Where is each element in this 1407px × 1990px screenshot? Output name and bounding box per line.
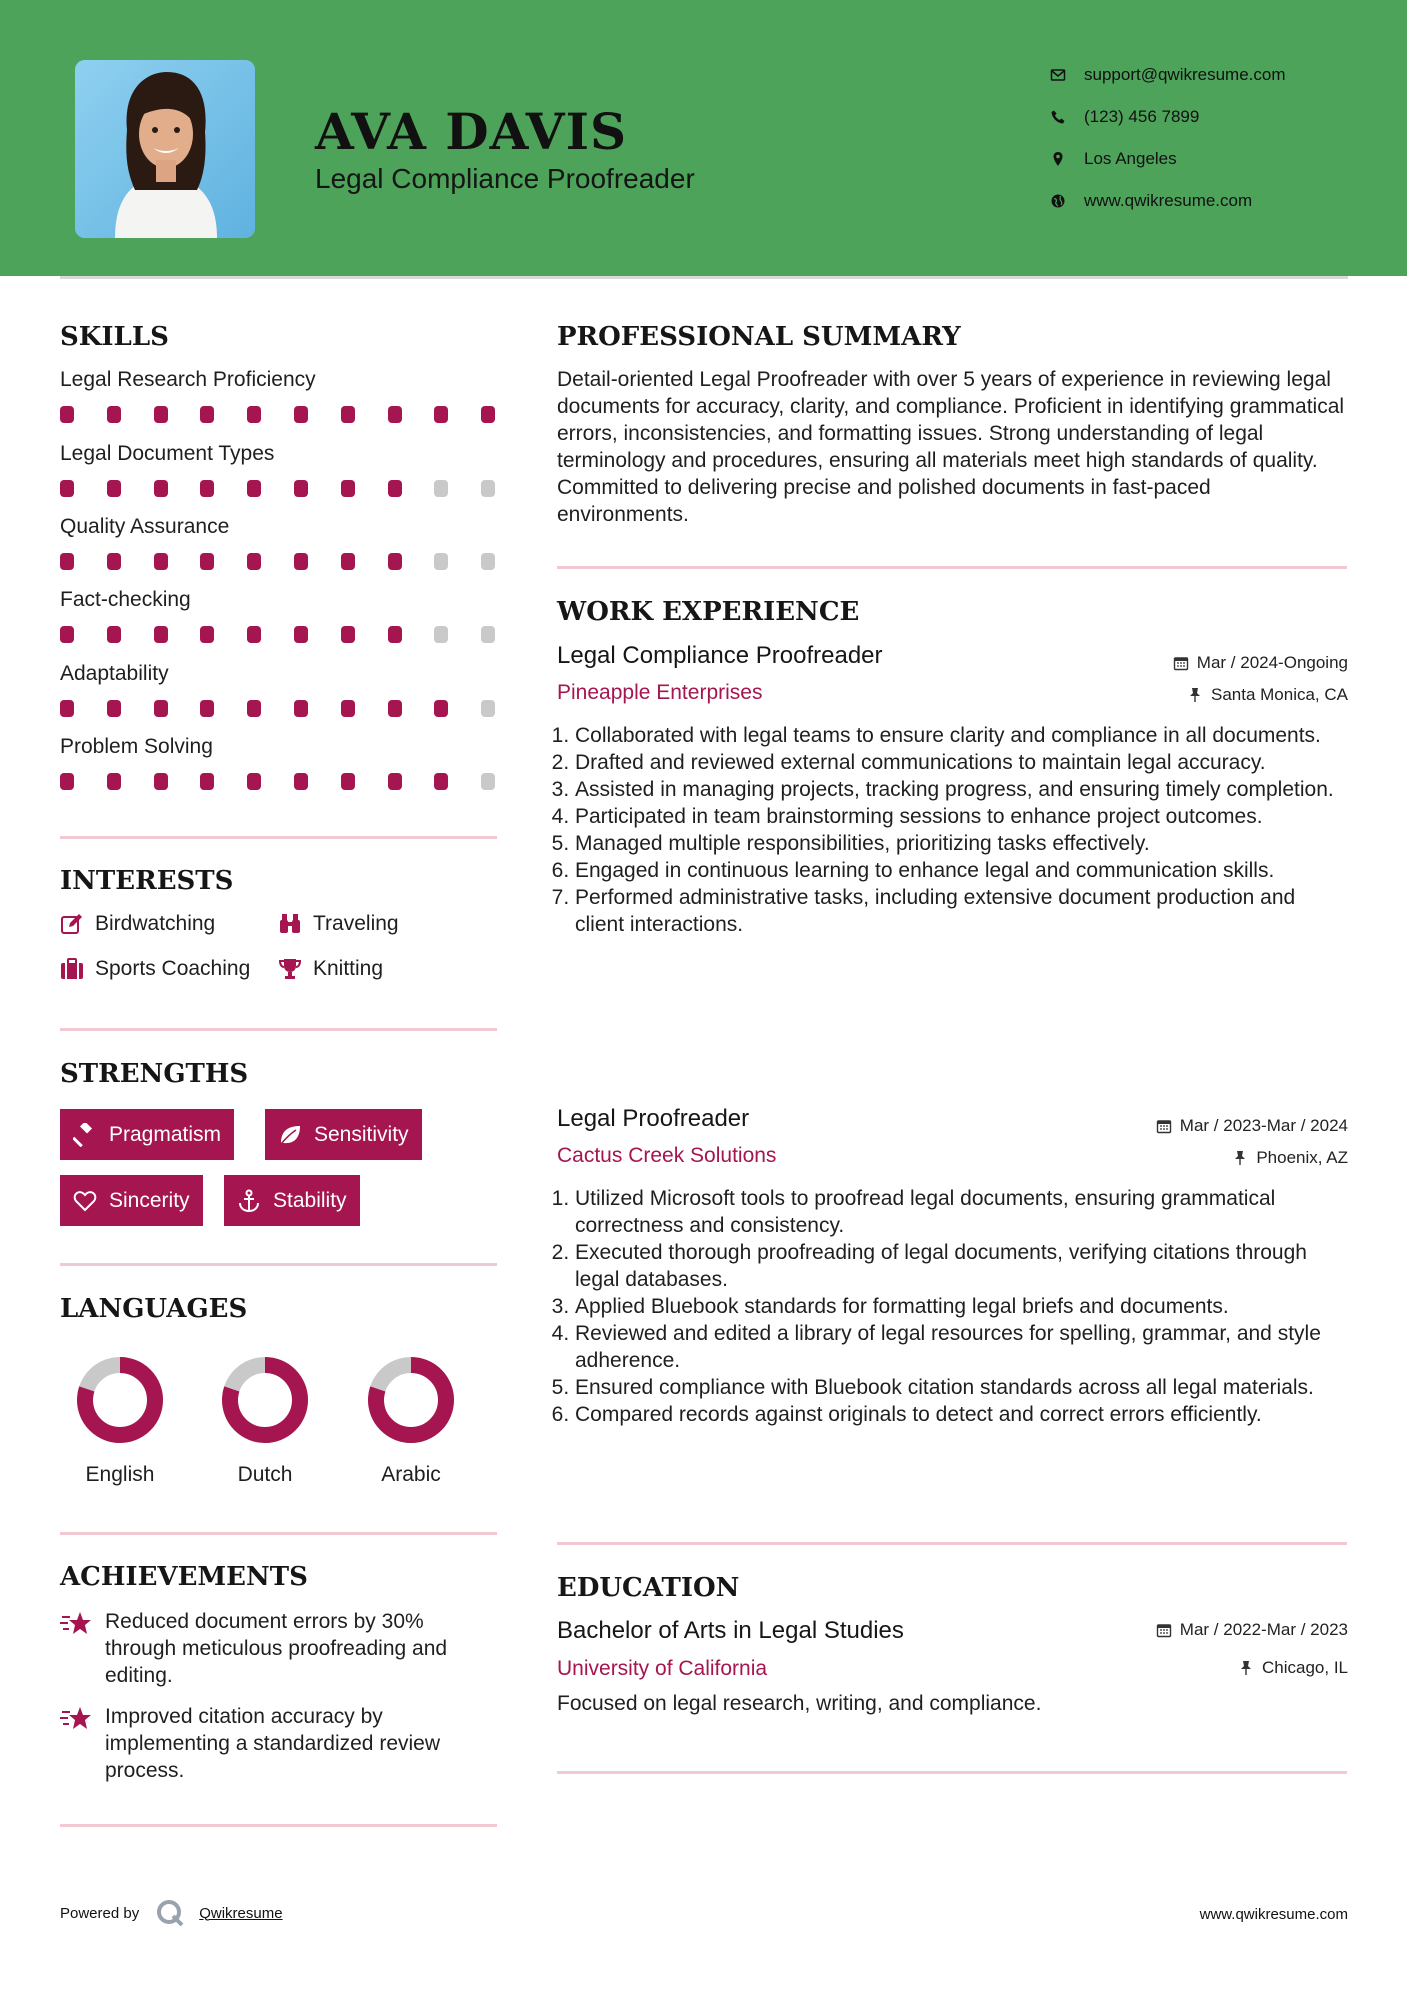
skill-dot-filled <box>60 773 74 790</box>
skill-dot-filled <box>107 553 121 570</box>
heart-icon <box>73 1189 97 1213</box>
skill-rating <box>60 553 500 571</box>
skill-dot-empty <box>481 480 495 497</box>
envelope-icon <box>1050 67 1084 83</box>
education-degree: Bachelor of Arts in Legal Studies <box>557 1617 904 1644</box>
skill-label: Adaptability <box>60 662 169 685</box>
contact-location-text: Los Angeles <box>1084 149 1177 168</box>
trophy-icon <box>278 957 302 981</box>
skill-label: Legal Document Types <box>60 442 275 465</box>
job-role: Legal Proofreader <box>557 1105 750 1132</box>
skill-dot-empty <box>434 480 448 497</box>
contact-email[interactable] <box>1050 54 1286 96</box>
interest-item <box>60 912 215 936</box>
language-name: Dutch <box>237 1463 293 1486</box>
skill-dot-filled <box>60 553 74 570</box>
skill-dot-empty <box>481 773 495 790</box>
gavel-icon <box>73 1123 97 1147</box>
strength-badge <box>224 1175 360 1226</box>
section-divider <box>60 1028 497 1031</box>
skill-dot-filled <box>434 406 448 423</box>
skill-dot-filled <box>247 773 261 790</box>
phone-icon <box>1050 109 1084 125</box>
skill-dot-filled <box>388 700 402 717</box>
skill-dot-empty <box>481 553 495 570</box>
skill-dot-filled <box>388 773 402 790</box>
interest-label: Birdwatching <box>95 912 216 935</box>
job-duty: 6. Engaged in continuous learning to enhance legal and communication skills. <box>575 857 1347 884</box>
footer-powered-by <box>60 1898 283 1928</box>
summary-text: Detail-oriented Legal Proofreader with over 5 years of experience in reviewing legal documents for accuracy, clarity, and compliance. Proficient in identifying grammatical errors, inconsistencies, and formatting issues. Strong understanding of legal terminology and procedures, ensuring all materials meet high standards of quality. Committed to delivering precise and polished documents in fast-paced environments. <box>557 368 1345 526</box>
contact-website-text: www.qwikresume.com <box>1084 191 1253 210</box>
strength-badge <box>60 1175 203 1226</box>
job-duty: 2. Drafted and reviewed external communications to maintain legal accuracy. <box>575 749 1347 776</box>
job-duty: 5. Managed multiple responsibilities, prioritizing tasks effectively. <box>575 830 1347 857</box>
calendar-icon <box>1173 655 1189 671</box>
skill-dot-filled <box>294 553 308 570</box>
skill-label: Fact-checking <box>60 588 191 611</box>
strengths-heading: STRENGTHS <box>60 1059 249 1089</box>
skill-dot-filled <box>294 773 308 790</box>
header-divider <box>60 276 1348 279</box>
skill-dot-filled <box>388 626 402 643</box>
skill-dot-filled <box>60 406 74 423</box>
skill-dot-filled <box>294 406 308 423</box>
job-duty: 6. Compared records against originals to detect and correct errors efficiently. <box>575 1401 1347 1428</box>
job-duty: 2. Executed thorough proofreading of legal documents, verifying citations through legal databases. <box>575 1239 1347 1293</box>
section-divider <box>60 1532 497 1535</box>
job-duty: 3. Assisted in managing projects, tracking progress, and ensuring timely completion. <box>575 776 1347 803</box>
education-location-text: Chicago, IL <box>1262 1658 1348 1677</box>
skill-dot-filled <box>294 700 308 717</box>
job-duty: 4. Participated in team brainstorming sessions to enhance project outcomes. <box>575 803 1347 830</box>
skill-dot-filled <box>388 406 402 423</box>
skill-dot-filled <box>154 406 168 423</box>
language-gauge <box>220 1355 310 1445</box>
contact-phone[interactable] <box>1050 96 1286 138</box>
job-date-text: Mar / 2024-Ongoing <box>1196 653 1348 672</box>
job-location <box>1232 1148 1348 1168</box>
skill-label: Legal Research Proficiency <box>60 368 316 391</box>
job-duty: 4. Reviewed and edited a library of legal resources for spelling, grammar, and style adherence. <box>575 1320 1347 1374</box>
skill-dot-empty <box>481 626 495 643</box>
skill-dot-filled <box>341 406 355 423</box>
skill-rating <box>60 700 500 718</box>
interest-label: Sports Coaching <box>95 957 251 980</box>
briefcase-icon <box>60 957 84 981</box>
skill-dot-filled <box>154 480 168 497</box>
binoculars-icon <box>278 912 302 936</box>
job-date <box>1156 1116 1348 1136</box>
skill-dot-filled <box>388 480 402 497</box>
powered-by-text: Powered by <box>60 1904 140 1922</box>
skill-dot-filled <box>154 773 168 790</box>
interest-label: Knitting <box>313 957 384 980</box>
skill-rating <box>60 406 500 424</box>
interests-heading: INTERESTS <box>60 866 234 896</box>
skill-dot-filled <box>341 773 355 790</box>
language-gauge <box>366 1355 456 1445</box>
header-banner <box>0 0 1407 276</box>
education-heading: EDUCATION <box>557 1573 740 1603</box>
skill-dot-filled <box>60 700 74 717</box>
skill-dot-empty <box>434 553 448 570</box>
section-divider <box>557 1542 1347 1545</box>
skill-dot-filled <box>434 773 448 790</box>
skill-rating <box>60 773 500 791</box>
skill-dot-filled <box>107 700 121 717</box>
skill-dot-filled <box>294 480 308 497</box>
job-duty: 3. Applied Bluebook standards for formatting legal briefs and documents. <box>575 1293 1347 1320</box>
experience-heading: WORK EXPERIENCE <box>557 597 860 627</box>
job-location-text: Phoenix, AZ <box>1256 1148 1348 1167</box>
contact-website[interactable] <box>1050 180 1286 222</box>
skill-dot-filled <box>341 480 355 497</box>
job-location-text: Santa Monica, CA <box>1210 685 1348 704</box>
contact-list <box>1050 54 1286 222</box>
strength-label: Sincerity <box>109 1188 190 1212</box>
skill-dot-filled <box>341 700 355 717</box>
skill-dot-filled <box>200 406 214 423</box>
education-date-text: Mar / 2022-Mar / 2023 <box>1179 1620 1348 1639</box>
job-company: Cactus Creek Solutions <box>557 1144 777 1167</box>
interest-item <box>60 957 250 981</box>
contact-email-text: support@qwikresume.com <box>1084 65 1286 84</box>
languages-heading: LANGUAGES <box>60 1294 248 1324</box>
skill-dot-filled <box>107 773 121 790</box>
strength-label: Sensitivity <box>314 1122 409 1146</box>
skill-dot-filled <box>107 626 121 643</box>
language-gauge <box>75 1355 165 1445</box>
contact-phone-text: (123) 456 7899 <box>1084 107 1200 126</box>
skill-dot-filled <box>107 480 121 497</box>
contact-location <box>1050 138 1286 180</box>
skill-dot-filled <box>200 626 214 643</box>
achievement-text: Improved citation accuracy by implementing a standardized review process. <box>105 1705 441 1782</box>
language-item <box>351 1355 471 1487</box>
achievement-item <box>60 1703 500 1784</box>
anchor-icon <box>237 1189 261 1213</box>
skill-dot-filled <box>388 553 402 570</box>
language-name: Arabic <box>381 1463 441 1486</box>
profile-photo-illustration <box>75 60 255 238</box>
education-date <box>1156 1620 1348 1640</box>
skill-dot-filled <box>154 700 168 717</box>
job-company: Pineapple Enterprises <box>557 681 763 704</box>
skill-dot-filled <box>154 553 168 570</box>
skill-dot-filled <box>154 626 168 643</box>
skill-dot-filled <box>434 700 448 717</box>
job-duty: 1. Utilized Microsoft tools to proofread legal documents, ensuring grammatical correctness and consistency. <box>575 1185 1347 1239</box>
education-description: Focused on legal research, writing, and compliance. <box>557 1692 1042 1715</box>
job-date-text: Mar / 2023-Mar / 2024 <box>1179 1116 1348 1135</box>
education-location <box>1238 1658 1348 1678</box>
skill-dot-filled <box>247 700 261 717</box>
job-duty: 5. Ensured compliance with Bluebook citation standards across all legal materials. <box>575 1374 1347 1401</box>
leaf-icon <box>278 1123 302 1147</box>
language-item <box>60 1355 180 1487</box>
language-name: English <box>85 1463 155 1486</box>
skill-dot-filled <box>200 553 214 570</box>
profile-photo <box>75 60 255 238</box>
skill-dot-filled <box>341 553 355 570</box>
section-divider <box>60 1824 497 1827</box>
pencil-square-icon <box>60 912 84 936</box>
job-location <box>1187 685 1348 705</box>
strength-badge <box>265 1109 422 1160</box>
skills-heading: SKILLS <box>60 322 169 352</box>
footer-website[interactable]: www.qwikresume.com <box>1199 1906 1348 1923</box>
skill-dot-filled <box>247 553 261 570</box>
pushpin-icon <box>1232 1150 1248 1166</box>
strength-label: Pragmatism <box>109 1122 222 1146</box>
achievement-text: Reduced document errors by 30% through meticulous proofreading and editing. <box>105 1610 448 1687</box>
job-duties <box>557 1185 1347 1428</box>
skill-dot-filled <box>481 406 495 423</box>
skill-dot-filled <box>247 406 261 423</box>
section-divider <box>60 1263 497 1266</box>
pushpin-icon <box>1187 687 1203 703</box>
skill-dot-filled <box>107 406 121 423</box>
strength-badge <box>60 1109 234 1160</box>
skill-dot-filled <box>294 626 308 643</box>
skill-dot-filled <box>200 700 214 717</box>
map-marker-icon <box>1050 151 1084 167</box>
job-date <box>1173 653 1348 673</box>
achievement-item <box>60 1608 500 1689</box>
skill-dot-empty <box>481 700 495 717</box>
section-divider <box>557 1771 1347 1774</box>
section-divider <box>557 566 1347 569</box>
skill-dot-empty <box>434 626 448 643</box>
skill-dot-filled <box>247 480 261 497</box>
section-divider <box>60 836 497 839</box>
skill-dot-filled <box>200 480 214 497</box>
skill-dot-filled <box>60 480 74 497</box>
star-icon <box>60 1706 92 1732</box>
strength-label: Stability <box>273 1188 347 1212</box>
globe-icon <box>1050 193 1084 209</box>
pushpin-icon <box>1238 1660 1254 1676</box>
skill-rating <box>60 480 500 498</box>
education-school: University of California <box>557 1657 768 1680</box>
calendar-icon <box>1156 1622 1172 1638</box>
job-duty: 1. Collaborated with legal teams to ensure clarity and compliance in all documents. <box>575 722 1347 749</box>
interest-item <box>278 957 383 981</box>
language-item <box>205 1355 325 1487</box>
job-role: Legal Compliance Proofreader <box>557 642 883 669</box>
skill-label: Problem Solving <box>60 735 213 758</box>
interest-label: Traveling <box>313 912 399 935</box>
job-duty: 7. Performed administrative tasks, including extensive document production and client interactions. <box>575 884 1347 938</box>
achievements-heading: ACHIEVEMENTS <box>60 1562 308 1592</box>
skill-rating <box>60 626 500 644</box>
skill-dot-filled <box>247 626 261 643</box>
job-duties <box>557 722 1347 938</box>
calendar-icon <box>1156 1118 1172 1134</box>
summary-heading: PROFESSIONAL SUMMARY <box>557 322 961 352</box>
skill-label: Quality Assurance <box>60 515 230 538</box>
skill-dot-filled <box>341 626 355 643</box>
interest-item <box>278 912 399 936</box>
skill-dot-filled <box>60 626 74 643</box>
candidate-title: Legal Compliance Proofreader <box>315 163 695 194</box>
qwikresume-logo-icon <box>155 1898 185 1928</box>
candidate-name: AVA DAVIS <box>315 102 628 161</box>
star-icon <box>60 1611 92 1637</box>
skill-dot-filled <box>200 773 214 790</box>
qwikresume-link[interactable]: Qwikresume <box>199 1904 283 1922</box>
